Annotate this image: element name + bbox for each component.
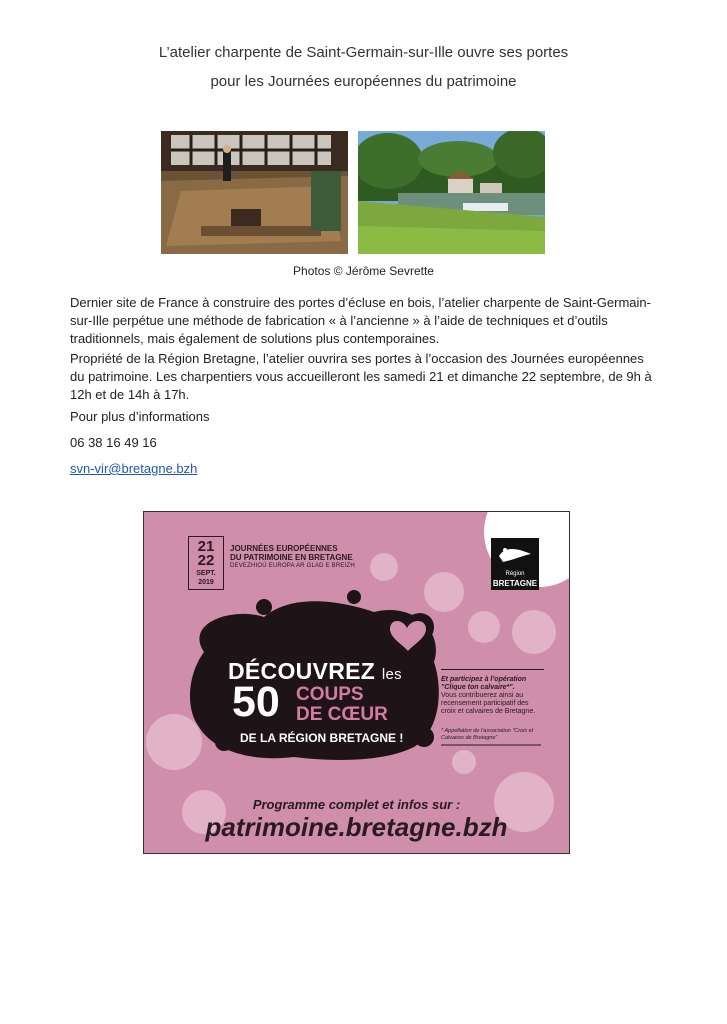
- headline-coeur: DE CŒUR: [296, 704, 388, 725]
- event-date-box: [188, 536, 224, 590]
- headline-number: 50: [232, 678, 280, 726]
- side-lead-1: Et participez à l’opération: [441, 676, 527, 683]
- email-link[interactable]: svn-vir@bretagne.bzh: [70, 461, 198, 476]
- region-bretagne-logo: [491, 538, 539, 590]
- page-title-line-1: L’atelier charpente de Saint-Germain-sur-Ille ouvre ses portes: [158, 44, 569, 61]
- event-name-breton: DEVEZHIOÙ EUROPA AR GLAD E BREIZH: [230, 563, 355, 569]
- event-name-line-1: JOURNÉES EUROPÉENNES: [230, 544, 338, 553]
- calvaire-operation-text: [441, 669, 544, 741]
- info-label: Pour plus d’informations: [70, 409, 210, 424]
- headline-coups-de-coeur: [296, 685, 388, 725]
- intro-paragraph: Dernier site de France à construire des portes d’écluse en bois, l’atelier charpente de Saint-Germain-sur-Ille perpétue une méthode de fabrication « à l’ancienne » à l’aide de techniques et d’outils traditionnels, mais également de solutions plus contemporaines.: [70, 295, 651, 346]
- page-title-line-2: pour les Journées européennes du patrimoine: [210, 73, 517, 90]
- headline-decouvrez: DÉCOUVREZ: [228, 658, 376, 684]
- headline-les: les: [381, 666, 402, 683]
- phone-number: 06 38 16 49 16: [70, 435, 157, 450]
- lock-canal-photo: [358, 131, 545, 254]
- ermine-icon: [491, 538, 539, 568]
- side-note: * Appellation de l’association "Croix et Calvaires de Bretagne": [441, 728, 534, 741]
- date-month: SEPT.: [196, 570, 216, 577]
- date-day-2: 22: [197, 552, 215, 569]
- date-day-1: 21: [197, 538, 215, 555]
- opening-paragraph: Propriété de la Région Bretagne, l’atelier ouvrira ses portes à l’occasion des Journées européennes du patrimoine. Les charpentiers vous accueilleront les samedi 21 et dimanche 22 septembre, de 9h à 12h et de 14h à 17h.: [70, 351, 652, 402]
- logo-small-text: Région: [505, 571, 525, 577]
- side-body: Vous contribuerez ainsi au recensement participatif des croix et calvaires de Bretagne.: [441, 692, 536, 715]
- photo-caption: Photos © Jérôme Sevrette: [293, 264, 434, 278]
- side-lead-2: "Clique ton calvaire*".: [441, 684, 515, 691]
- program-url: patrimoine.bretagne.bzh: [205, 812, 508, 842]
- event-name: [230, 544, 355, 571]
- logo-big-text: BRETAGNE: [492, 579, 538, 588]
- headline-region: DE LA RÉGION BRETAGNE !: [240, 731, 404, 745]
- date-year: 2019: [198, 579, 214, 586]
- headline-coups: COUPS: [296, 684, 364, 705]
- heritage-days-banner: [143, 511, 570, 854]
- event-name-line-2: DU PATRIMOINE EN BRETAGNE: [230, 553, 353, 562]
- workshop-photo: [161, 131, 348, 254]
- program-label: Programme complet et infos sur :: [252, 797, 461, 812]
